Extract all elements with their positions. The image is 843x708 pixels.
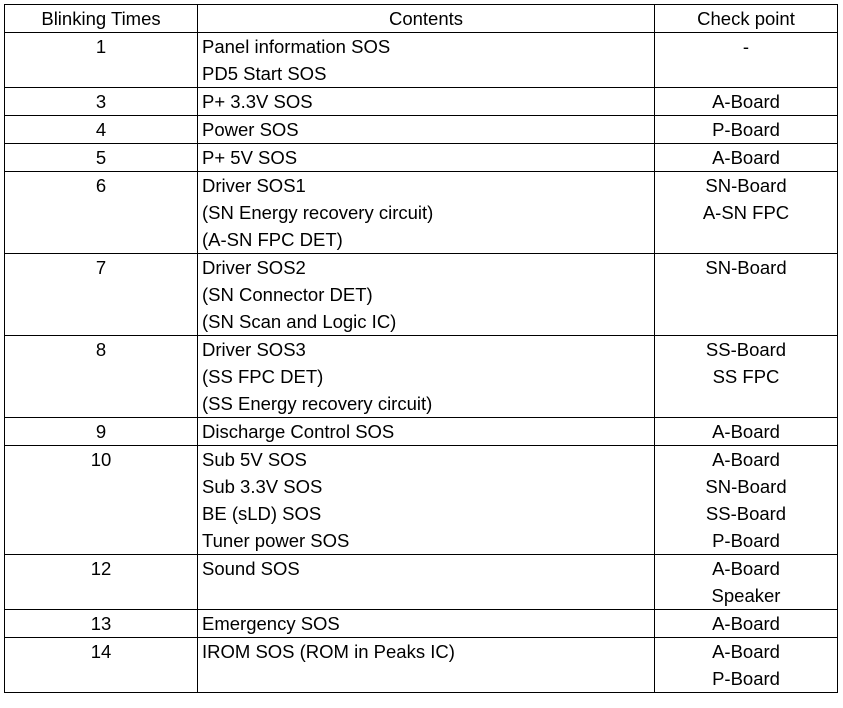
blinking-times-cell: 6 bbox=[5, 172, 198, 254]
contents-cell bbox=[198, 418, 655, 446]
check-point-line: SS-Board bbox=[705, 503, 787, 524]
header-blinking-times: Blinking Times bbox=[5, 5, 198, 33]
table-row bbox=[5, 555, 838, 610]
sos-blink-table bbox=[4, 4, 838, 693]
check-point-line: A-Board bbox=[712, 91, 780, 112]
contents-cell bbox=[198, 254, 655, 336]
sos-table-container bbox=[4, 4, 838, 693]
table-row bbox=[5, 446, 838, 555]
contents-cell bbox=[198, 33, 655, 88]
contents-line: (SN Energy recovery circuit) bbox=[202, 202, 434, 223]
contents-line: Emergency SOS bbox=[202, 613, 340, 634]
check-point-line: P-Board bbox=[712, 119, 780, 140]
contents-line: BE (sLD) SOS bbox=[202, 503, 322, 524]
contents-line: (SS FPC DET) bbox=[202, 366, 324, 387]
check-point-line: A-Board bbox=[712, 613, 780, 634]
table-row bbox=[5, 88, 838, 116]
check-point-cell bbox=[655, 144, 838, 172]
contents-cell bbox=[198, 116, 655, 144]
check-point-cell bbox=[655, 446, 838, 555]
check-point-cell bbox=[655, 88, 838, 116]
table-row bbox=[5, 336, 838, 418]
check-point-line: P-Board bbox=[712, 668, 780, 689]
check-point-line: - bbox=[742, 36, 750, 57]
contents-line: Driver SOS2 bbox=[202, 257, 306, 278]
contents-cell bbox=[198, 172, 655, 254]
check-point-cell bbox=[655, 254, 838, 336]
check-point-line: A-Board bbox=[712, 449, 780, 470]
blinking-times-cell: 1 bbox=[5, 33, 198, 88]
table-row bbox=[5, 610, 838, 638]
contents-line: Sub 3.3V SOS bbox=[202, 476, 323, 497]
blinking-times-cell: 8 bbox=[5, 336, 198, 418]
blinking-times-cell: 5 bbox=[5, 144, 198, 172]
check-point-cell bbox=[655, 638, 838, 693]
contents-line: (A-SN FPC DET) bbox=[202, 229, 343, 250]
check-point-line: P-Board bbox=[712, 530, 780, 551]
contents-cell bbox=[198, 336, 655, 418]
blinking-times-cell: 7 bbox=[5, 254, 198, 336]
blinking-times-cell: 3 bbox=[5, 88, 198, 116]
check-point-line: SN-Board bbox=[705, 257, 787, 278]
check-point-cell bbox=[655, 555, 838, 610]
contents-line: Tuner power SOS bbox=[202, 530, 350, 551]
check-point-line: SN-Board bbox=[705, 175, 787, 196]
blinking-times-cell: 4 bbox=[5, 116, 198, 144]
contents-line: Sub 5V SOS bbox=[202, 449, 307, 470]
contents-line: P+ 3.3V SOS bbox=[202, 91, 313, 112]
blinking-times-cell: 10 bbox=[5, 446, 198, 555]
check-point-line: A-Board bbox=[712, 558, 780, 579]
check-point-line: A-Board bbox=[712, 421, 780, 442]
contents-line: Panel information SOS bbox=[202, 36, 391, 57]
table-row bbox=[5, 116, 838, 144]
check-point-line: A-Board bbox=[712, 641, 780, 662]
blinking-times-cell: 13 bbox=[5, 610, 198, 638]
check-point-line: SS-Board bbox=[705, 339, 787, 360]
contents-line: P+ 5V SOS bbox=[202, 147, 298, 168]
contents-line: (SS Energy recovery circuit) bbox=[202, 393, 433, 414]
contents-line: IROM SOS (ROM in Peaks IC) bbox=[202, 641, 455, 662]
contents-line: Driver SOS1 bbox=[202, 175, 306, 196]
table-row bbox=[5, 144, 838, 172]
header-contents: Contents bbox=[198, 5, 655, 33]
contents-line: (SN Scan and Logic IC) bbox=[202, 311, 397, 332]
check-point-cell bbox=[655, 418, 838, 446]
check-point-cell bbox=[655, 336, 838, 418]
table-row bbox=[5, 638, 838, 693]
table-row bbox=[5, 418, 838, 446]
check-point-line: A-SN FPC bbox=[702, 202, 790, 223]
table-header-row bbox=[5, 5, 838, 33]
contents-cell bbox=[198, 638, 655, 693]
table-body bbox=[5, 33, 838, 693]
contents-line: Discharge Control SOS bbox=[202, 421, 395, 442]
table-row bbox=[5, 254, 838, 336]
check-point-line: Speaker bbox=[711, 585, 781, 606]
check-point-line: SS FPC bbox=[712, 366, 780, 387]
table-row bbox=[5, 172, 838, 254]
check-point-cell bbox=[655, 33, 838, 88]
contents-cell bbox=[198, 446, 655, 555]
contents-line: PD5 Start SOS bbox=[202, 63, 327, 84]
contents-line: Sound SOS bbox=[202, 558, 300, 579]
check-point-cell bbox=[655, 610, 838, 638]
table-row bbox=[5, 33, 838, 88]
blinking-times-cell: 9 bbox=[5, 418, 198, 446]
check-point-cell bbox=[655, 116, 838, 144]
blinking-times-cell: 12 bbox=[5, 555, 198, 610]
contents-cell bbox=[198, 88, 655, 116]
contents-cell bbox=[198, 610, 655, 638]
contents-cell bbox=[198, 144, 655, 172]
check-point-line: SN-Board bbox=[705, 476, 787, 497]
contents-line: (SN Connector DET) bbox=[202, 284, 373, 305]
check-point-line: A-Board bbox=[712, 147, 780, 168]
contents-line: Power SOS bbox=[202, 119, 299, 140]
contents-line: Driver SOS3 bbox=[202, 339, 306, 360]
header-check-point: Check point bbox=[655, 5, 838, 33]
check-point-cell bbox=[655, 172, 838, 254]
blinking-times-cell: 14 bbox=[5, 638, 198, 693]
contents-cell bbox=[198, 555, 655, 610]
